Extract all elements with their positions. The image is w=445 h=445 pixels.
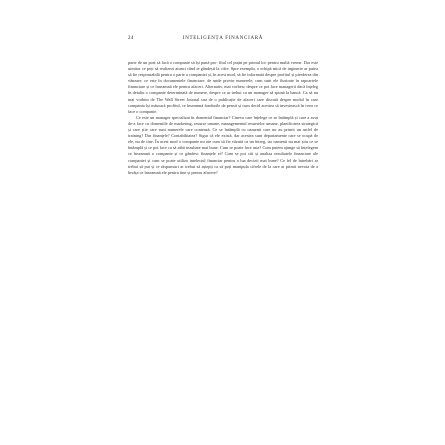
running-title: INTELIGENȚA FINANCIARĂ <box>182 36 264 41</box>
page-header <box>128 36 318 46</box>
page-number: 24 <box>128 36 134 41</box>
paragraph: Ce este un manager specializat în domeniul financiar? Cineva care înțelege ce se întâmplă și care a avut de-a face cu domeniile de marketing, resurse umane, managementul resurselor umane, planificarea strategică și care știe care sunt numerele care contează. Ce se întâmplă cu oamenii care nu au primit un astfel de training? Dar finanțele? Contabilitatea? Sigur că ele există, dar acestea sunt departamente care se ocupă de ele, nu de tine. În acest mod o companie nu are cum să fie văzută ca un întreg, iar oamenii nu mai știu ce se întâmplă și ce pot face ca să aibă rezultate mai bune. Cum se poate face asta? Cum putem ajunge să înțelegem ce înseamnă o companie și ce gândesc finanțele ei? Cum se pot citi și analiza rezultatele financiare ale companiei și cum se poate utiliza intelectul financiar pentru a lua decizii mai bune? Ce fel de întrebări ar trebui să pui și ce răspunsuri ar trebui să aștepți ca să poți manipula cifrele de la care ai primit nevoia de a învăța ce înseamnă ele pentru tine și pentru afacere? <box>128 114 318 175</box>
paragraph: parte de un post să facă o companie să își pună pro- fitul cel puțin pe primul loc pentru multă vreme. Dar este uimitor ce poți să realizezi atunci când te gândești la cifre. Spre exemplu, o echipă mică de inginerie ar putea să fie responsabilă pentru o parte a companiei și, în acest mod, să fie informată despre profitul și pierderea din vânzare, ce este în documentele financiare, de unde provin numerele, cum sunt ele ilustrate în rapoartele financiare și ce înseamnă ele pentru afaceri. Alternativ, mai vorbesc despre ce pot face managerii dacă înțeleg în detaliu o companie determinată de numere, despre ce ar trebui ca un manager să spună la bancă. Ca să nu mai vorbim de The Wall Street Journal sau de o publicație de afaceri care discută despre modul în care compania își măsoară profitul, ce înseamnă fondurile de pensii și cum decid acestea să investească în ceea ce face o companie. <box>128 60 318 114</box>
body-text <box>128 60 318 390</box>
